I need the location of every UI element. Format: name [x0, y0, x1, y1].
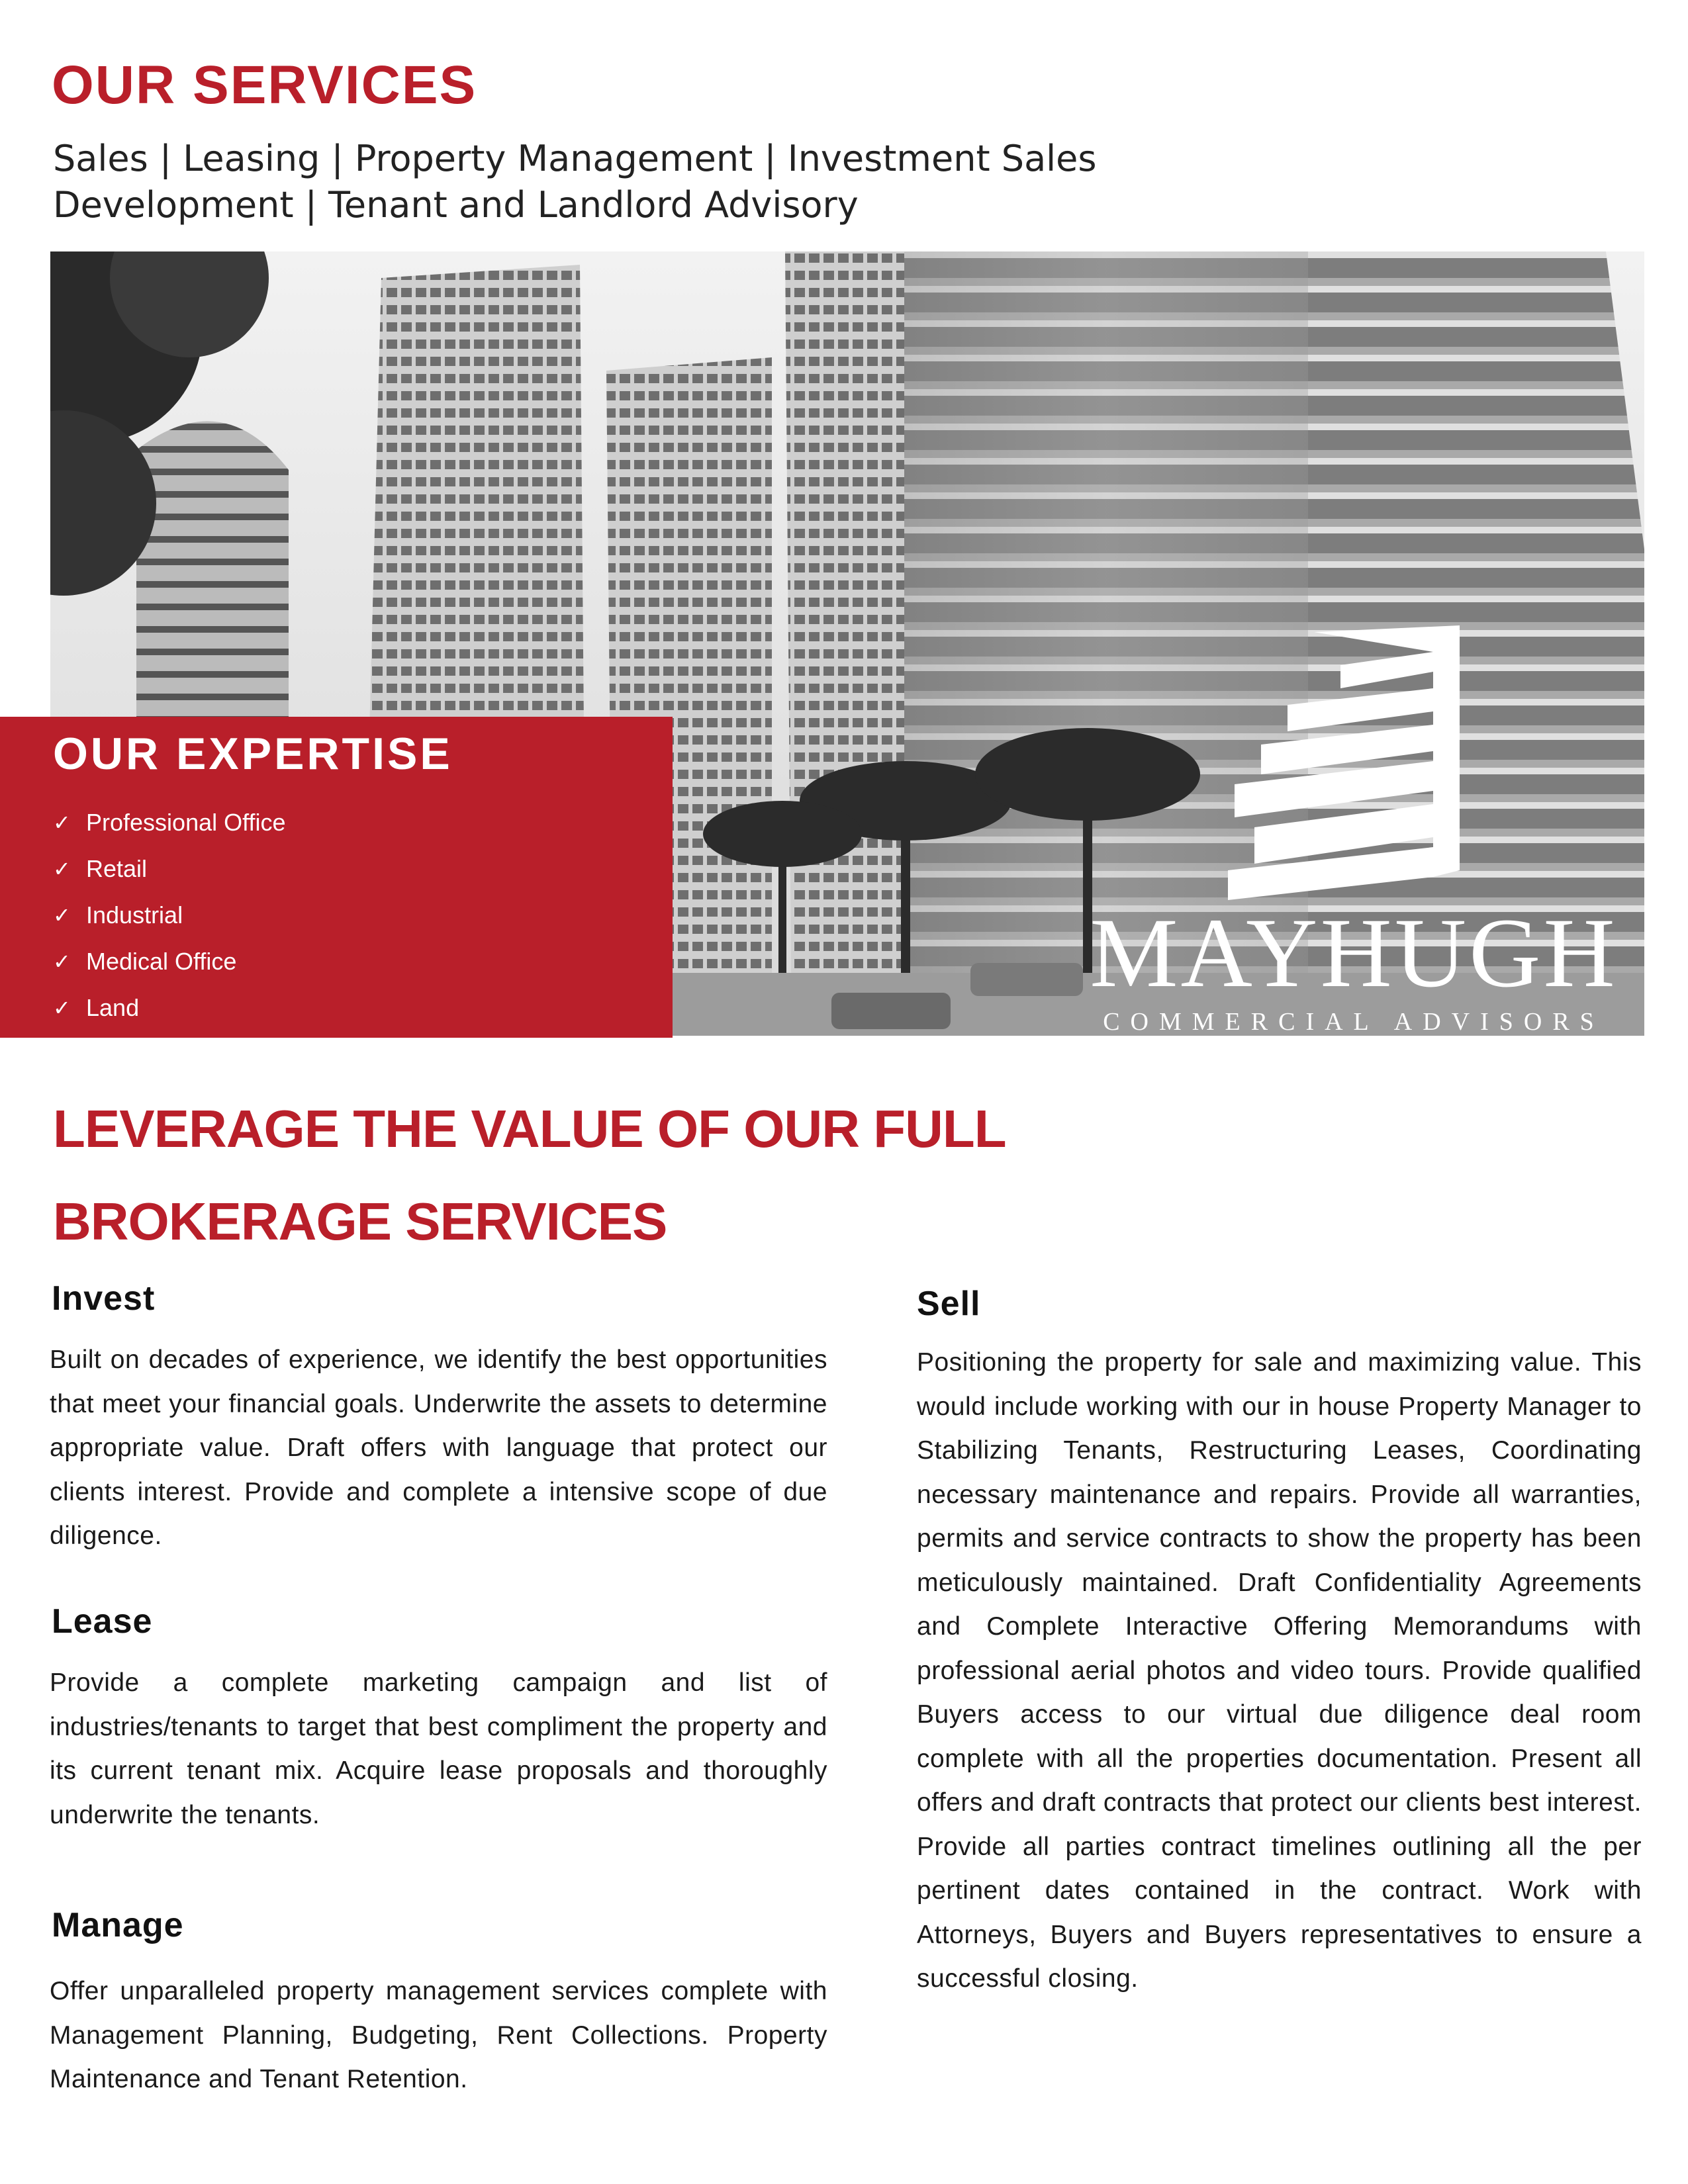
expertise-item-label: Medical Office	[86, 948, 237, 975]
services-list-line-1: Sales | Leasing | Property Management | Investment Sales	[53, 138, 1097, 179]
sell-paragraph: Positioning the property for sale and maximizing value. This would include working with our in house Property Manager to Stabilizing Tenants, Restructuring Leases, Coordinating necessary maintenance and repairs. Provide all warranties, permits and service contracts to show the property has been meticulously maintained. Draft Confidentiality Agreements and Complete Interactive Offering Memorandums with professional aerial photos and video tours. Provide qualified Buyers access to our virtual due diligence deal room complete with all the properties documentation. Present all offers and draft contracts that protect our clients best interest. Provide all parties contract timelines outlining all the per pertinent dates contained in the contract. Work with Attorneys, Buyers and Buyers representatives to ensure a successful closing.	[917, 1348, 1642, 1993]
lease-heading: Lease	[52, 1602, 153, 1641]
expertise-item-label: Professional Office	[86, 809, 286, 836]
checkmark-icon: ✓	[53, 995, 71, 1021]
list-item	[53, 985, 285, 1031]
expertise-item-label: Retail	[86, 855, 148, 882]
leverage-heading-line-1: LEVERAGE THE VALUE OF OUR FULL	[53, 1099, 1006, 1158]
logo-wordmark: MAYHUGH	[1090, 898, 1618, 1008]
list-item	[53, 846, 285, 892]
page-title: OUR SERVICES	[52, 55, 477, 115]
list-item	[53, 799, 285, 846]
logo-subtitle: COMMERCIAL ADVISORS	[1103, 1008, 1605, 1036]
expertise-panel	[0, 717, 673, 1038]
list-item	[53, 892, 285, 938]
checkmark-icon: ✓	[53, 856, 71, 882]
checkmark-icon: ✓	[53, 810, 71, 835]
leverage-heading-line-2: BROKERAGE SERVICES	[53, 1192, 667, 1251]
company-logo	[1089, 625, 1618, 1036]
manage-paragraph: Offer unparalleled property management services complete with Management Planning, Budgeting, Rent Collections. Property Maintenance and Tenant Retention.	[50, 1977, 827, 2093]
checkmark-icon: ✓	[53, 949, 71, 974]
lease-paragraph: Provide a complete marketing campaign and list of industries/tenants to target that best compliment the property and its current tenant mix. Acquire lease proposals and thoroughly underwrite the tenants.	[50, 1668, 827, 1829]
sell-heading: Sell	[917, 1285, 981, 1323]
building-logo-icon	[1089, 625, 1618, 903]
services-list-line-2: Development | Tenant and Landlord Advisory	[53, 184, 859, 226]
expertise-item-label: Industrial	[86, 901, 183, 929]
expertise-title: OUR EXPERTISE	[53, 729, 453, 779]
manage-heading: Manage	[52, 1906, 184, 1944]
list-item	[53, 938, 285, 985]
invest-paragraph: Built on decades of experience, we identify the best opportunities that meet your financial goals. Underwrite the assets to determine appropriate value. Draft offers with language that protect our clients interest. Provide and complete a intensive scope of due diligence.	[50, 1345, 827, 1550]
invest-heading: Invest	[52, 1279, 156, 1318]
checkmark-icon: ✓	[53, 903, 71, 928]
expertise-list	[53, 799, 285, 1031]
expertise-item-label: Land	[86, 994, 140, 1021]
